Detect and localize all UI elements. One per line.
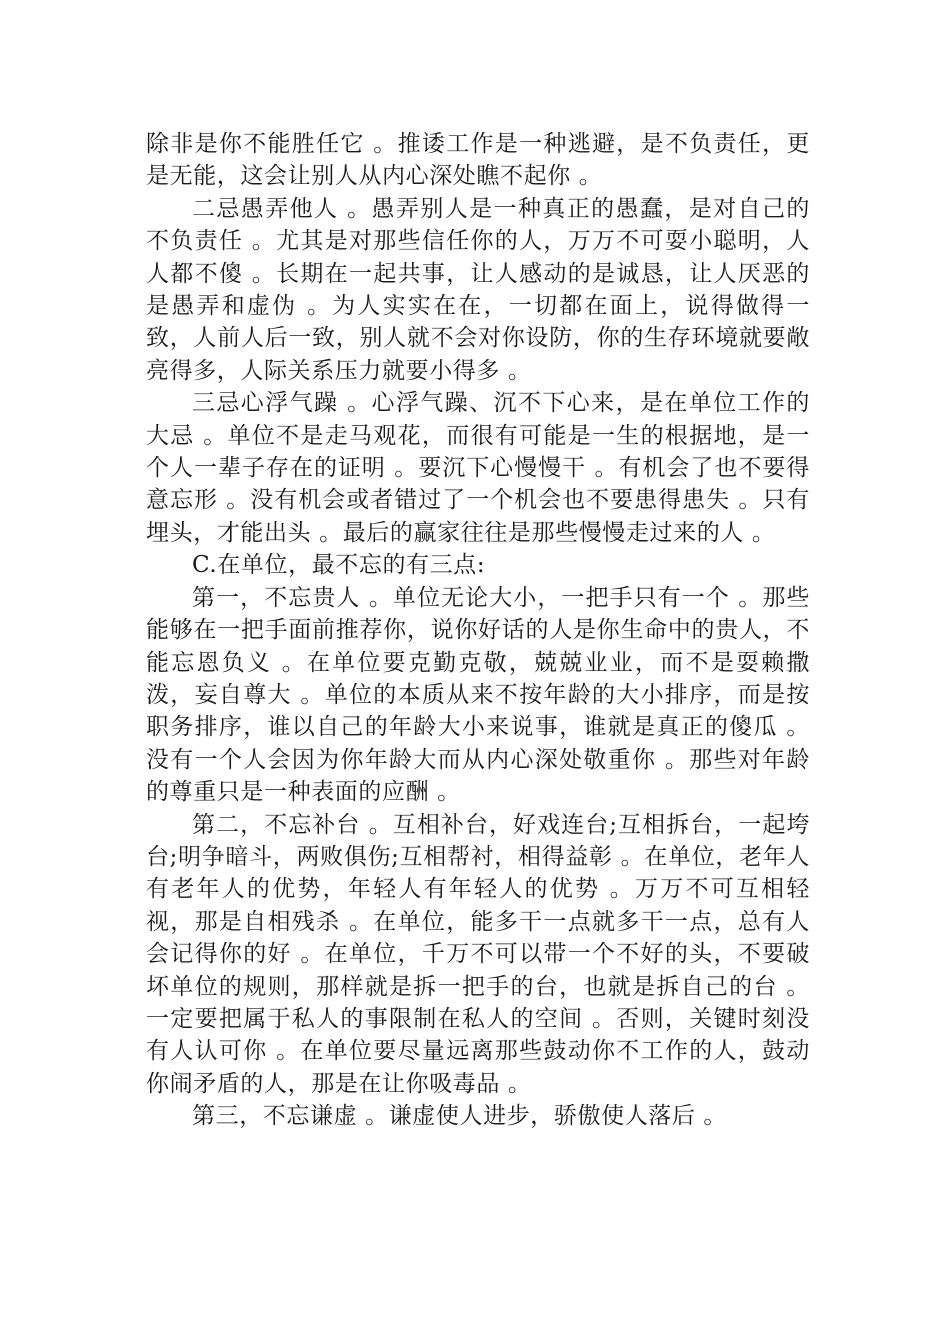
paragraph-third-taboo: 三忌心浮气躁 。心浮气躁、沉不下心来，是在单位工作的大忌 。单位不是走马观花，而很有可能是一生的根据地，是一个人一辈子存在的证明 。要沉下心慢慢干 。有机会了也不要得意忘形 。没有机会或者错过了一个机会也不要患得患失 。只有埋头，才能出头 。最后的赢家往往是那些慢慢走过来的人 。 — [146, 390, 810, 546]
paragraph-second-taboo: 二忌愚弄他人 。愚弄别人是一种真正的愚蠢，是对自己的不负责任 。尤其是对那些信任你的人，万万不可耍小聪明，人人都不傻 。长期在一起共事，让人感动的是诚恳，让人厌恶的是愚弄和虚伪 。为人实实在在，一切都在面上，说得做得一致，人前人后一致，别人就不会对你设防，你的生存环境就要敞亮得多，人际关系压力就要小得多 。 — [146, 195, 810, 384]
paragraph-continuation: 除非是你不能胜任它 。推诿工作是一种逃避，是不负责任，更是无能，这会让别人从内心深处瞧不起你 。 — [146, 131, 810, 190]
paragraph-first-remember: 第一，不忘贵人 。单位无论大小，一把手只有一个 。那些能够在一把手面前推荐你，说你好话的人是你生命中的贵人，不能忘恩负义 。在单位要克勤克敬，兢兢业业，而不是耍赖撒泼，妄自尊大 。单位的本质从来不按年龄的大小排序，而是按职务排序，谁以自己的年龄大小来说事，谁就是真正的傻瓜 。没有一个人会因为你年龄大而从内心深处敬重你 。那些对年龄的尊重只是一种表面的应酬 。 — [146, 584, 810, 806]
paragraph-third-remember: 第三，不忘谦虚 。谦虚使人进步，骄傲使人落后 。 — [192, 1103, 728, 1130]
paragraph-second-remember: 第二，不忘补台 。互相补台，好戏连台;互相拆台，一起垮台;明争暗斗，两败俱伤;互相帮衬，相得益彰 。在单位，老年人有老年人的优势，年轻人有年轻人的优势 。万万不可互相轻视，那是自相残杀 。在单位，能多干一点就多干一点，总有人会记得你的好 。在单位，千万不可以带一个不好的头，不要破坏单位的规则，那样就是拆一把手的台，也就是拆自己的台 。一定要把属于私人的事限制在私人的空间 。否则，关键时刻没有人认可你 。在单位要尽量远离那些鼓动你不工作的人，鼓动你闹矛盾的人，那是在让你吸毒品 。 — [146, 811, 810, 1097]
section-heading-c: C.在单位，最不忘的有三点: — [192, 552, 486, 579]
document-body — [146, 128, 810, 1133]
